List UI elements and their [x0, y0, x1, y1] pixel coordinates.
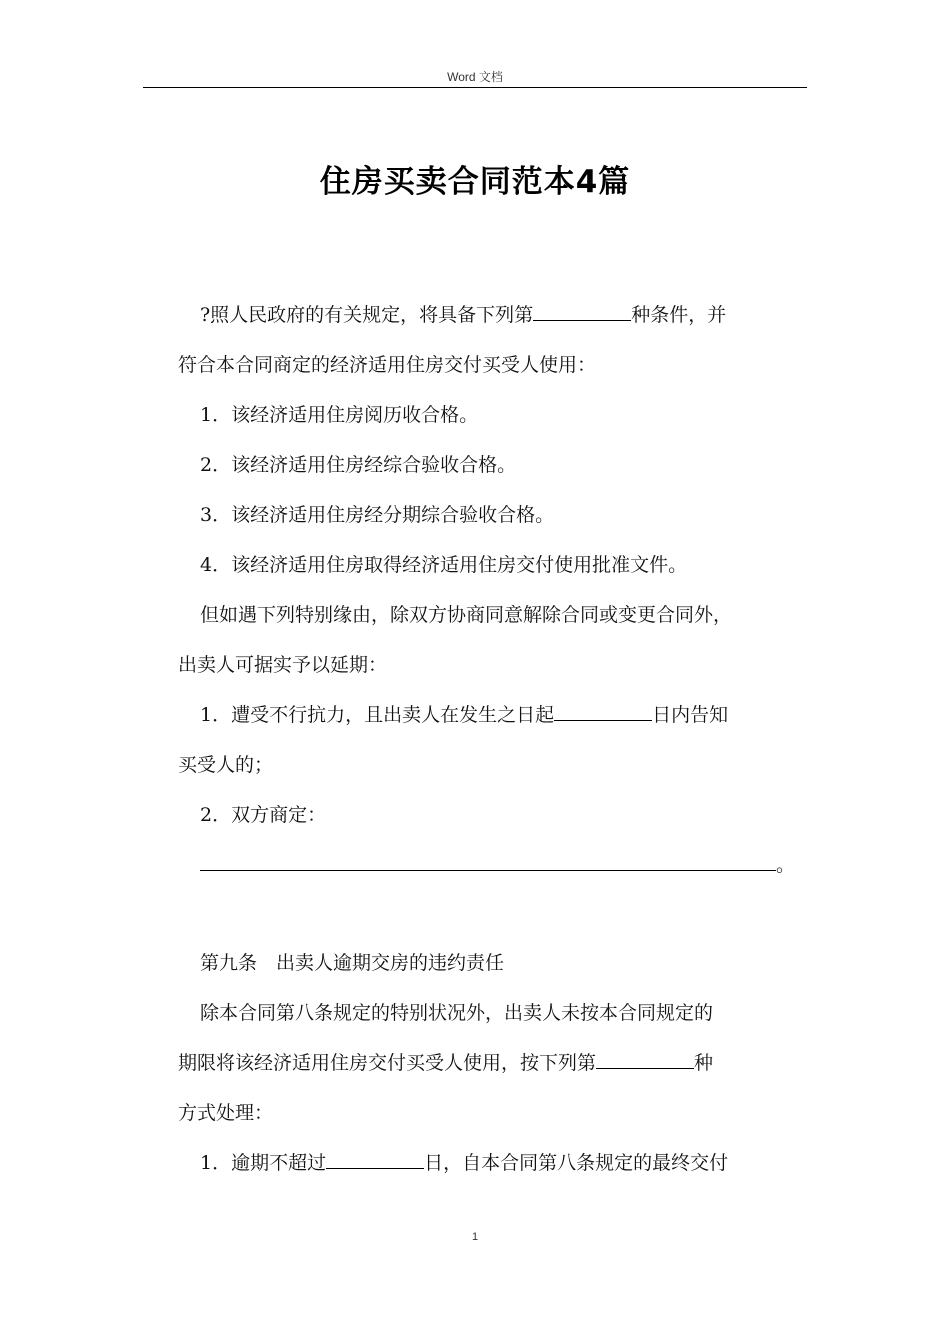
page-number: 1	[471, 1231, 479, 1243]
text-segment: 日内告知	[652, 704, 729, 726]
list-item: 3．该经济适用住房经分期综合验收合格。	[200, 504, 555, 526]
fill-in-blank[interactable]	[326, 1150, 424, 1169]
paragraph-line	[178, 1050, 713, 1076]
fill-in-blank[interactable]	[554, 702, 652, 721]
list-item: 2．双方商定：	[200, 804, 327, 826]
paragraph-line: 符合本合同商定的经济适用住房交付买受人使用：	[178, 354, 597, 376]
fill-in-blank-long[interactable]	[200, 852, 776, 871]
paragraph-line	[200, 852, 795, 878]
text-segment: 1．遭受不行抗力，且出卖人在发生之日起	[200, 704, 555, 726]
text-segment: 种条件，并	[631, 304, 727, 326]
text-segment: 1．逾期不超过	[200, 1152, 327, 1174]
text-segment: ?照人民政府的有关规定，将具备下列第	[200, 304, 534, 326]
paragraph-line: 但如遇下列特别缘由，除双方协商同意解除合同或变更合同外，	[200, 604, 733, 626]
text-segment: 日，自本合同第八条规定的最终交付	[424, 1152, 729, 1174]
list-item: 4．该经济适用住房取得经济适用住房交付使用批准文件。	[200, 554, 688, 576]
text-segment: 。	[776, 854, 796, 876]
fill-in-blank[interactable]	[596, 1050, 694, 1069]
paragraph-line: 出卖人可据实予以延期：	[178, 654, 388, 676]
document-title: 住房买卖合同范本4篇	[319, 164, 631, 200]
section-heading: 第九条 出卖人逾期交房的违约责任	[200, 952, 505, 974]
list-item: 1．该经济适用住房阅历收合格。	[200, 404, 479, 426]
list-item	[200, 1150, 728, 1176]
list-item	[200, 702, 728, 728]
paragraph-line: 除本合同第八条规定的特别状况外，出卖人未按本合同规定的	[200, 1002, 714, 1024]
paragraph-line	[200, 302, 726, 328]
page-header: Word 文档	[447, 70, 503, 84]
text-segment: 期限将该经济适用住房交付买受人使用，按下列第	[178, 1052, 597, 1074]
header-divider	[143, 87, 807, 88]
paragraph-line: 方式处理：	[178, 1102, 274, 1124]
paragraph-line: 买受人的；	[178, 754, 274, 776]
list-item: 2．该经济适用住房经综合验收合格。	[200, 454, 517, 476]
text-segment: 种	[694, 1052, 714, 1074]
fill-in-blank[interactable]	[533, 302, 631, 321]
